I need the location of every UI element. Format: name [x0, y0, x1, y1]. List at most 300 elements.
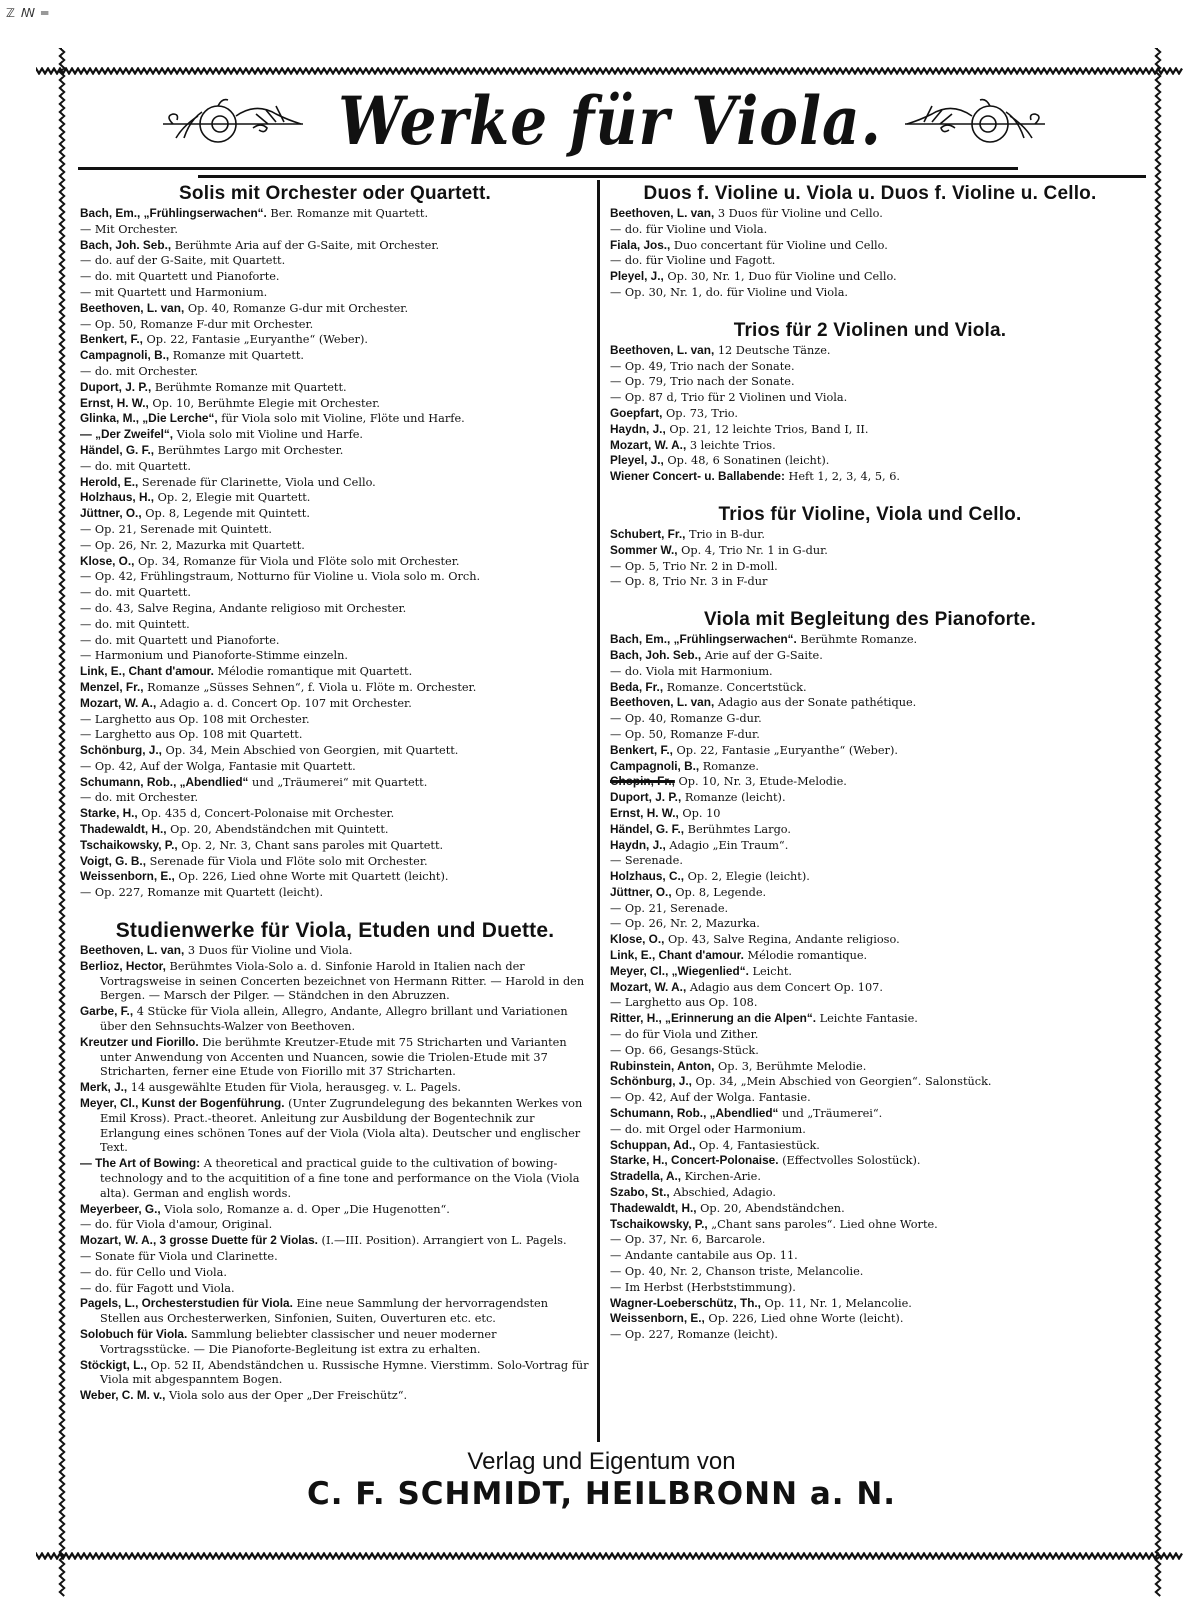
catalog-entry [80, 443, 590, 459]
work-description: Adagio „Ein Traum“. [665, 838, 789, 852]
work-description: und „Träumerei“. [778, 1107, 883, 1121]
catalog-entry [80, 1080, 590, 1096]
catalog-entry [80, 885, 590, 901]
catalog-entry [610, 453, 1130, 469]
composer-name: Jüttner, O., [610, 884, 672, 899]
composer-name: Stöckigt, L., [80, 1357, 147, 1372]
section-gap [610, 590, 1130, 608]
title-row [70, 82, 1150, 162]
catalog-entry [80, 506, 590, 522]
work-description: für Viola solo mit Violine, Flöte und Harfe. [217, 412, 465, 426]
work-description: Arie auf der G-Saite. [701, 648, 823, 662]
composer-name: Wiener Concert- u. Ballabende: [610, 469, 785, 484]
work-description: Sammlung beliebter classischer und neuer moderner Vortragsstücke. — Die Pianoforte-Begleitung ist extra zu erhalten. [100, 1327, 497, 1356]
catalog-entry [80, 206, 590, 222]
catalog-entry [80, 1327, 590, 1358]
work-description: Op. 43, Salve Regina, Andante religioso. [664, 933, 900, 947]
work-description: Op. 2, Elegie mit Quartett. [154, 491, 311, 505]
section-heading: Studienwerke für Viola, Etuden und Duette. [115, 919, 555, 943]
page-title: Werke für Viola. [338, 82, 882, 161]
composer-name: Meyer, Cl., „Wiegenlied“. [610, 963, 749, 978]
composer-name: Holzhaus, C., [610, 869, 685, 884]
composer-name: Duport, J. P., [610, 790, 682, 805]
catalog-entry [80, 348, 590, 364]
work-description: — Op. 42, Auf der Wolga, Fantasie mit Quartett. [80, 759, 356, 773]
work-description: Op. 4, Fantasiestück. [695, 1138, 820, 1152]
catalog-entry [610, 1169, 1130, 1185]
composer-name: Pleyel, J., [610, 453, 664, 468]
left-wavy-border [58, 48, 66, 1598]
work-description: Op. 48, 6 Sonatinen (leicht). [663, 454, 830, 468]
catalog-entry [610, 885, 1130, 901]
work-description: 3 Duos für Violine und Cello. [714, 207, 883, 220]
composer-name: Starke, H., [80, 806, 138, 821]
catalog-entry [610, 980, 1130, 996]
catalog-entry [610, 559, 1130, 575]
composer-name: Duport, J. P., [80, 379, 152, 394]
work-description: 12 Deutsche Tänze. [714, 343, 831, 357]
composer-name: Pleyel, J., [610, 269, 664, 284]
catalog-entry [80, 475, 590, 491]
work-description: Op. 226, Lied ohne Worte (leicht). [704, 1312, 904, 1326]
work-description: Romanze. [699, 759, 759, 773]
catalog-entry [80, 301, 590, 317]
composer-name: — The Art of Bowing: [80, 1156, 201, 1171]
work-description: Op. 435 d, Concert-Polonaise mit Orchester. [137, 807, 395, 821]
catalog-entry [610, 632, 1130, 648]
catalog-entry [610, 1043, 1130, 1059]
work-description: — do. für Cello und Viola. [80, 1265, 227, 1279]
catalog-entry [610, 438, 1130, 454]
catalog-entry [610, 916, 1130, 932]
catalog-entry [80, 522, 590, 538]
work-description: Mélodie romantique mit Quartett. [213, 665, 413, 679]
publisher-name [0, 1476, 1203, 1512]
catalog-entry [80, 1358, 590, 1389]
catalog-entry [80, 854, 590, 870]
column-divider [597, 180, 600, 1442]
catalog-entry [610, 1185, 1130, 1201]
work-description: Op. 21, 12 leichte Trios, Band I, II. [665, 422, 869, 436]
work-description: (Unter Zugrundelegung des bekannten Werkes von Emil Kross). Pract.-theoret. Anleitung zur Ausbildung der Bogentechnik zur Erlangung eines schönen Tones auf der Viola (Viola alta). Deutscher und englischer Text. [100, 1097, 583, 1155]
catalog-entry [610, 206, 1130, 222]
composer-name: Link, E., Chant d'amour. [610, 948, 744, 963]
work-description: Adagio aus dem Concert Op. 107. [686, 980, 883, 994]
work-description: — do. mit Quartett und Pianoforte. [80, 633, 280, 647]
catalog-entry [80, 943, 590, 959]
section-heading: Trios für 2 Violinen und Viola. [733, 319, 1007, 341]
catalog-entry [610, 269, 1130, 285]
work-description: — Op. 66, Gesangs-Stück. [610, 1043, 759, 1057]
work-description: — Op. 227, Romanze mit Quartett (leicht). [80, 886, 324, 900]
catalog-entry [80, 427, 590, 443]
composer-name: Händel, G. F., [610, 821, 685, 836]
catalog-entry [80, 1217, 590, 1233]
catalog-entry [610, 222, 1130, 238]
work-description: Op. 3, Berühmte Melodie. [714, 1059, 867, 1073]
work-description: Mélodie romantique. [743, 949, 868, 963]
catalog-entry [80, 1035, 590, 1080]
catalog-entry [80, 222, 590, 238]
work-description: 3 Duos für Violine und Viola. [184, 944, 353, 958]
catalog-entry [80, 411, 590, 427]
catalog-entry [610, 1027, 1130, 1043]
work-description: Romanze. Concertstück. [663, 680, 807, 694]
composer-name: Link, E., Chant d'amour. [80, 664, 214, 679]
work-description: — Larghetto aus Op. 108. [610, 996, 758, 1010]
composer-name: Kreutzer und Fiorillo. [80, 1034, 199, 1049]
composer-name: Fiala, Jos., [610, 237, 671, 252]
catalog-entry [80, 601, 590, 617]
catalog-entry [80, 490, 590, 506]
composer-name: Bach, Joh. Seb., [80, 237, 172, 252]
work-description: Op. 20, Abendständchen mit Quintett. [166, 823, 389, 837]
work-description: „Chant sans paroles“. Lied ohne Worte. [707, 1217, 938, 1231]
work-description: Op. 8, Legende mit Quintett. [141, 507, 310, 521]
catalog-entry [80, 317, 590, 333]
work-description: — do. 43, Salve Regina, Andante religioso mit Orchester. [80, 601, 407, 615]
composer-name: Beethoven, L. van, [80, 943, 185, 958]
work-description: — do. mit Quartett. [80, 459, 191, 473]
work-description: — do. mit Orchester. [80, 791, 199, 805]
catalog-entry [80, 269, 590, 285]
composer-name: Menzel, Fr., [80, 679, 144, 694]
work-description: Op. 10, Nr. 3, Etude-Melodie. [674, 775, 847, 789]
work-description: Op. 34, Mein Abschied von Georgien, mit Quartett. [161, 744, 459, 758]
work-description: Leichte Fantasie. [816, 1012, 918, 1026]
work-description: Op. 10, Berühmte Elegie mit Orchester. [148, 396, 380, 410]
work-description: Op. 8, Legende. [671, 885, 767, 899]
composer-name: Beda, Fr., [610, 679, 664, 694]
catalog-entry [610, 343, 1130, 359]
work-description: 4 Stücke für Viola allein, Allegro, Andante, Allegro brillant und Variationen über den Sehnsuchts-Walzer von Beethoven. [100, 1005, 568, 1034]
catalog-entry [80, 538, 590, 554]
composer-name: Campagnoli, B., [80, 348, 170, 363]
composer-name: Tschaikowsky, P., [80, 837, 178, 852]
catalog-entry [80, 585, 590, 601]
work-description: Op. 34, Romanze für Viola und Flöte solo mit Orchester. [134, 554, 460, 568]
work-description: Serenade für Viola und Flöte solo mit Orchester. [145, 854, 428, 868]
catalog-entry [610, 406, 1130, 422]
work-description: Adagio a. d. Concert Op. 107 mit Orchester. [156, 696, 412, 710]
catalog-entry [80, 380, 590, 396]
catalog-entry [80, 743, 590, 759]
catalog-entry [80, 1281, 590, 1297]
work-description: — Op. 50, Romanze F-dur mit Orchester. [80, 317, 314, 331]
catalog-entry [610, 574, 1130, 590]
section-heading: Solis mit Orchester oder Quartett. [179, 183, 491, 204]
catalog-entry [80, 664, 590, 680]
catalog-entry [610, 1090, 1130, 1106]
work-description: Op. 20, Abendständchen. [696, 1201, 845, 1215]
catalog-entry [80, 285, 590, 301]
catalog-entry [610, 759, 1130, 775]
composer-name: Holzhaus, H., [80, 490, 155, 505]
work-description: Op. 22, Fantasie „Euryanthe“ (Weber). [672, 743, 898, 757]
composer-name: Goepfart, [610, 405, 663, 420]
composer-name: Sommer W., [610, 542, 678, 557]
catalog-entry [610, 422, 1130, 438]
catalog-entry [80, 806, 590, 822]
right-column [610, 182, 1130, 1343]
catalog-entry [80, 238, 590, 254]
catalog-entry [610, 790, 1130, 806]
catalog-entry [80, 1096, 590, 1156]
work-description: — do für Viola und Zither. [610, 1028, 759, 1042]
composer-name: Garbe, F., [80, 1004, 134, 1019]
catalog-entry [610, 1122, 1130, 1138]
composer-name: Beethoven, L. van, [610, 695, 715, 710]
catalog-entry [610, 527, 1130, 543]
composer-name: Klose, O., [610, 932, 665, 947]
work-description: A theoretical and practical guide to the cultivation of bowing-technology and to the acquitition of a fine tone and performance on the Viola (Viola alta). German and english words. [100, 1157, 580, 1200]
work-description: — do. mit Orchester. [80, 364, 199, 378]
composer-name: Starke, H., Concert-Polonaise. [610, 1153, 779, 1168]
work-description: Op. 4, Trio Nr. 1 in G-dur. [677, 543, 828, 557]
catalog-entry [80, 775, 590, 791]
work-description: — Op. 42, Frühlingstraum, Notturno für Violine u. Viola solo m. Orch. [80, 570, 481, 584]
composer-name: Meyer, Cl., Kunst der Bogenführung. [80, 1096, 285, 1111]
catalog-entry [610, 285, 1130, 301]
work-description: Op. 2, Nr. 3, Chant sans paroles mit Quartett. [177, 838, 444, 852]
composer-name: Bach, Joh. Seb., [610, 647, 702, 662]
composer-name: Schumann, Rob., „Abendlied“ [610, 1106, 779, 1121]
catalog-entry [610, 822, 1130, 838]
catalog-entry [80, 1156, 590, 1201]
composer-name: Mozart, W. A., [80, 695, 157, 710]
publisher-intro: Verlag und Eigentum von [467, 1448, 736, 1475]
catalog-entry [610, 1327, 1130, 1343]
catalog-entry [610, 1248, 1130, 1264]
work-description: Op. 52 II, Abendständchen u. Russische Hymne. Vierstimm. Solo-Vortrag für Viola mit abgespanntem Bogen. [100, 1358, 589, 1387]
section-gap [610, 301, 1130, 319]
composer-name: Meyerbeer, G., [80, 1201, 161, 1216]
catalog-entry [610, 901, 1130, 917]
work-description: Berühmte Romanze. [796, 633, 918, 647]
work-description: — Andante cantabile aus Op. 11. [610, 1249, 798, 1263]
catalog-entry [610, 664, 1130, 680]
work-description: — do. für Violine und Viola. [610, 222, 768, 236]
catalog-entry [610, 853, 1130, 869]
work-description: Berühmte Aria auf der G-Saite, mit Orchester. [171, 238, 440, 252]
work-description: Trio in B-dur. [685, 527, 765, 541]
work-description: Viola solo aus der Oper „Der Freischütz“. [165, 1389, 408, 1403]
work-description: Duo concertant für Violine und Cello. [670, 238, 888, 252]
work-description: Op. 10 [678, 806, 721, 820]
work-description: — Larghetto aus Op. 108 mit Orchester. [80, 712, 310, 726]
work-description: Op. 40, Romanze G-dur mit Orchester. [184, 301, 409, 315]
catalog-entry [80, 253, 590, 269]
catalog-entry [80, 1296, 590, 1327]
catalog-entry [610, 1074, 1130, 1090]
catalog-entry [610, 743, 1130, 759]
work-description: — Op. 79, Trio nach der Sonate. [610, 375, 795, 389]
catalog-entry [80, 554, 590, 570]
section-heading: Viola mit Begleitung des Pianoforte. [703, 609, 1036, 631]
composer-name: Szabo, St., [610, 1185, 670, 1200]
work-description: Ber. Romanze mit Quartett. [266, 207, 429, 220]
work-description: — Op. 26, Nr. 2, Mazurka. [610, 917, 760, 931]
catalog-entry [610, 932, 1130, 948]
composer-name: Schönburg, J., [610, 1074, 692, 1089]
catalog-entry [80, 838, 590, 854]
composer-name: Voigt, G. B., [80, 853, 146, 868]
composer-name: Tschaikowsky, P., [610, 1216, 708, 1231]
work-description: — do. für Violine und Fagott. [610, 254, 776, 268]
catalog-entry [80, 396, 590, 412]
catalog-entry [80, 1202, 590, 1218]
composer-name: Mozart, W. A., 3 grosse Duette für 2 Violas. [80, 1233, 318, 1248]
composer-name: Schubert, Fr., [610, 526, 686, 541]
work-description: — do. auf der G-Saite, mit Quartett. [80, 254, 286, 268]
catalog-entry [80, 696, 590, 712]
catalog-entry [610, 695, 1130, 711]
section-heading: Trios für Violine, Viola und Cello. [718, 503, 1022, 525]
work-description: und „Träumerei“ mit Quartett. [248, 775, 428, 789]
catalog-entry [610, 964, 1130, 980]
catalog-entry [610, 727, 1130, 743]
work-description: — Op. 21, Serenade mit Quintett. [80, 522, 272, 536]
work-description: — Harmonium und Pianoforte-Stimme einzeln. [80, 649, 348, 663]
catalog-entry [610, 469, 1130, 485]
composer-name: Händel, G. F., [80, 442, 155, 457]
work-description: — Op. 26, Nr. 2, Mazurka mit Quartett. [80, 538, 305, 552]
right-wavy-border [1154, 48, 1162, 1598]
catalog-entry [80, 1249, 590, 1265]
work-description: Adagio aus der Sonate pathétique. [714, 696, 917, 710]
catalog-entry [610, 238, 1130, 254]
work-description: — Op. 30, Nr. 1, do. für Violine und Viola. [610, 285, 849, 299]
catalog-entry [610, 1138, 1130, 1154]
composer-name: Wagner-Loeberschütz, Th., [610, 1295, 761, 1310]
composer-name: Mozart, W. A., [610, 979, 687, 994]
catalog-entry [610, 390, 1130, 406]
composer-name: Merk, J., [80, 1080, 128, 1095]
work-description: — Op. 227, Romanze (leicht). [610, 1328, 779, 1342]
composer-name: Klose, O., [80, 553, 135, 568]
composer-name: Benkert, F., [610, 742, 673, 757]
composer-name: Mozart, W. A., [610, 437, 687, 452]
composer-name: Jüttner, O., [80, 506, 142, 521]
catalog-entry [610, 711, 1130, 727]
work-description: Viola solo, Romanze a. d. Oper „Die Hugenotten“. [160, 1202, 450, 1216]
catalog-entry [80, 790, 590, 806]
work-description: (Effectvolles Solostück). [778, 1154, 921, 1168]
composer-name: Bach, Em., „Frühlingserwachen“. [610, 632, 797, 647]
composer-name: Thadewaldt, H., [80, 822, 167, 837]
catalog-entry [80, 648, 590, 664]
composer-name: Weber, C. M. v., [80, 1388, 166, 1403]
title-rule-upper [78, 167, 1018, 170]
work-description: — Op. 50, Romanze F-dur. [610, 727, 760, 741]
composer-name: Beethoven, L. van, [610, 206, 715, 220]
work-description: Op. 11, Nr. 1, Melancolie. [760, 1296, 912, 1310]
catalog-entry [610, 1153, 1130, 1169]
catalog-entry [610, 543, 1130, 559]
catalog-entry [610, 1059, 1130, 1075]
work-description: Serenade für Clarinette, Viola und Cello. [138, 475, 376, 489]
catalog-entry [80, 712, 590, 728]
catalog-entry [80, 569, 590, 585]
work-description: — do. mit Quartett. [80, 586, 191, 600]
work-description: — Mit Orchester. [80, 222, 178, 236]
work-description: — Op. 40, Nr. 2, Chanson triste, Melancolie. [610, 1265, 864, 1279]
composer-name: Ernst, H. W., [80, 395, 149, 410]
composer-name: Weissenborn, E., [80, 869, 175, 884]
composer-name: Pagels, L., Orchesterstudien für Viola. [80, 1296, 293, 1311]
catalog-entry [80, 869, 590, 885]
catalog-entry [80, 1004, 590, 1035]
catalog-entry [80, 1265, 590, 1281]
composer-name: Solobuch für Viola. [80, 1326, 188, 1341]
work-description: Viola solo mit Violine und Harfe. [173, 428, 364, 442]
composer-name: Schumann, Rob., „Abendlied“ [80, 774, 249, 789]
composer-name: Stradella, A., [610, 1169, 682, 1184]
work-description: — Op. 37, Nr. 6, Barcarole. [610, 1233, 766, 1247]
composer-name: Beethoven, L. van, [610, 342, 715, 357]
work-description: Berühmtes Largo. [684, 822, 791, 836]
work-description: Op. 226, Lied ohne Worte mit Quartett (leicht). [174, 870, 449, 884]
top-wavy-border [36, 67, 1184, 75]
catalog-entry [610, 1264, 1130, 1280]
work-description: — do. mit Orgel oder Harmonium. [610, 1122, 806, 1136]
composer-name: Ritter, H., „Erinnerung an die Alpen“. [610, 1011, 817, 1026]
composer-name: Weissenborn, E., [610, 1311, 705, 1326]
work-description: — Op. 49, Trio nach der Sonate. [610, 359, 795, 373]
title-rule-lower [198, 175, 1146, 178]
work-description: — Larghetto aus Op. 108 mit Quartett. [80, 728, 303, 742]
work-description: Romanze (leicht). [681, 791, 786, 805]
section-gap [610, 485, 1130, 503]
work-description: — Serenade. [610, 854, 683, 868]
catalog-entry [610, 806, 1130, 822]
catalog-entry [80, 680, 590, 696]
catalog-entry [610, 1201, 1130, 1217]
composer-name: Berlioz, Hector, [80, 958, 166, 973]
work-description: Abschied, Adagio. [669, 1186, 776, 1200]
catalog-entry [610, 1217, 1130, 1233]
work-description: (I.—III. Position). Arrangiert von L. Pagels. [317, 1234, 567, 1248]
catalog-entry [610, 1106, 1130, 1122]
work-description: Eine neue Sammlung der hervorragendsten Stellen aus Orchesterwerken, Sinfonien, Suiten, Ouverturen etc. etc. [100, 1297, 548, 1326]
work-description: 14 ausgewählte Etuden für Viola, herausgeg. v. L. Pagels. [127, 1081, 461, 1095]
bottom-wavy-border [36, 1552, 1184, 1560]
catalog-entry [80, 759, 590, 775]
catalog-entry [610, 1311, 1130, 1327]
composer-name: Thadewaldt, H., [610, 1200, 697, 1215]
work-description: — Op. 87 d, Trio für 2 Violinen und Viola. [610, 391, 848, 405]
composer-name: Bach, Em., „Frühlingserwachen“. [80, 206, 267, 220]
catalog-entry [610, 680, 1130, 696]
work-description: — Op. 40, Romanze G-dur. [610, 712, 762, 726]
work-description: Berühmtes Largo mit Orchester. [154, 443, 344, 457]
catalog-entry [610, 374, 1130, 390]
composer-name: Rubinstein, Anton, [610, 1058, 715, 1073]
catalog-entry [610, 948, 1130, 964]
section-gap [80, 901, 590, 919]
work-description: Kirchen-Arie. [681, 1170, 761, 1184]
catalog-entry [610, 359, 1130, 375]
catalog-entry [80, 1233, 590, 1249]
catalog-entry [610, 1296, 1130, 1312]
composer-name: Haydn, J., [610, 421, 666, 436]
catalog-entry [610, 774, 1130, 790]
catalog-entry [610, 648, 1130, 664]
left-column [80, 182, 590, 1404]
catalog-entry [610, 1011, 1130, 1027]
work-description: Op. 34, „Mein Abschied von Georgien“. Salonstück. [691, 1075, 992, 1089]
work-description: Berühmte Romanze mit Quartett. [151, 380, 347, 394]
